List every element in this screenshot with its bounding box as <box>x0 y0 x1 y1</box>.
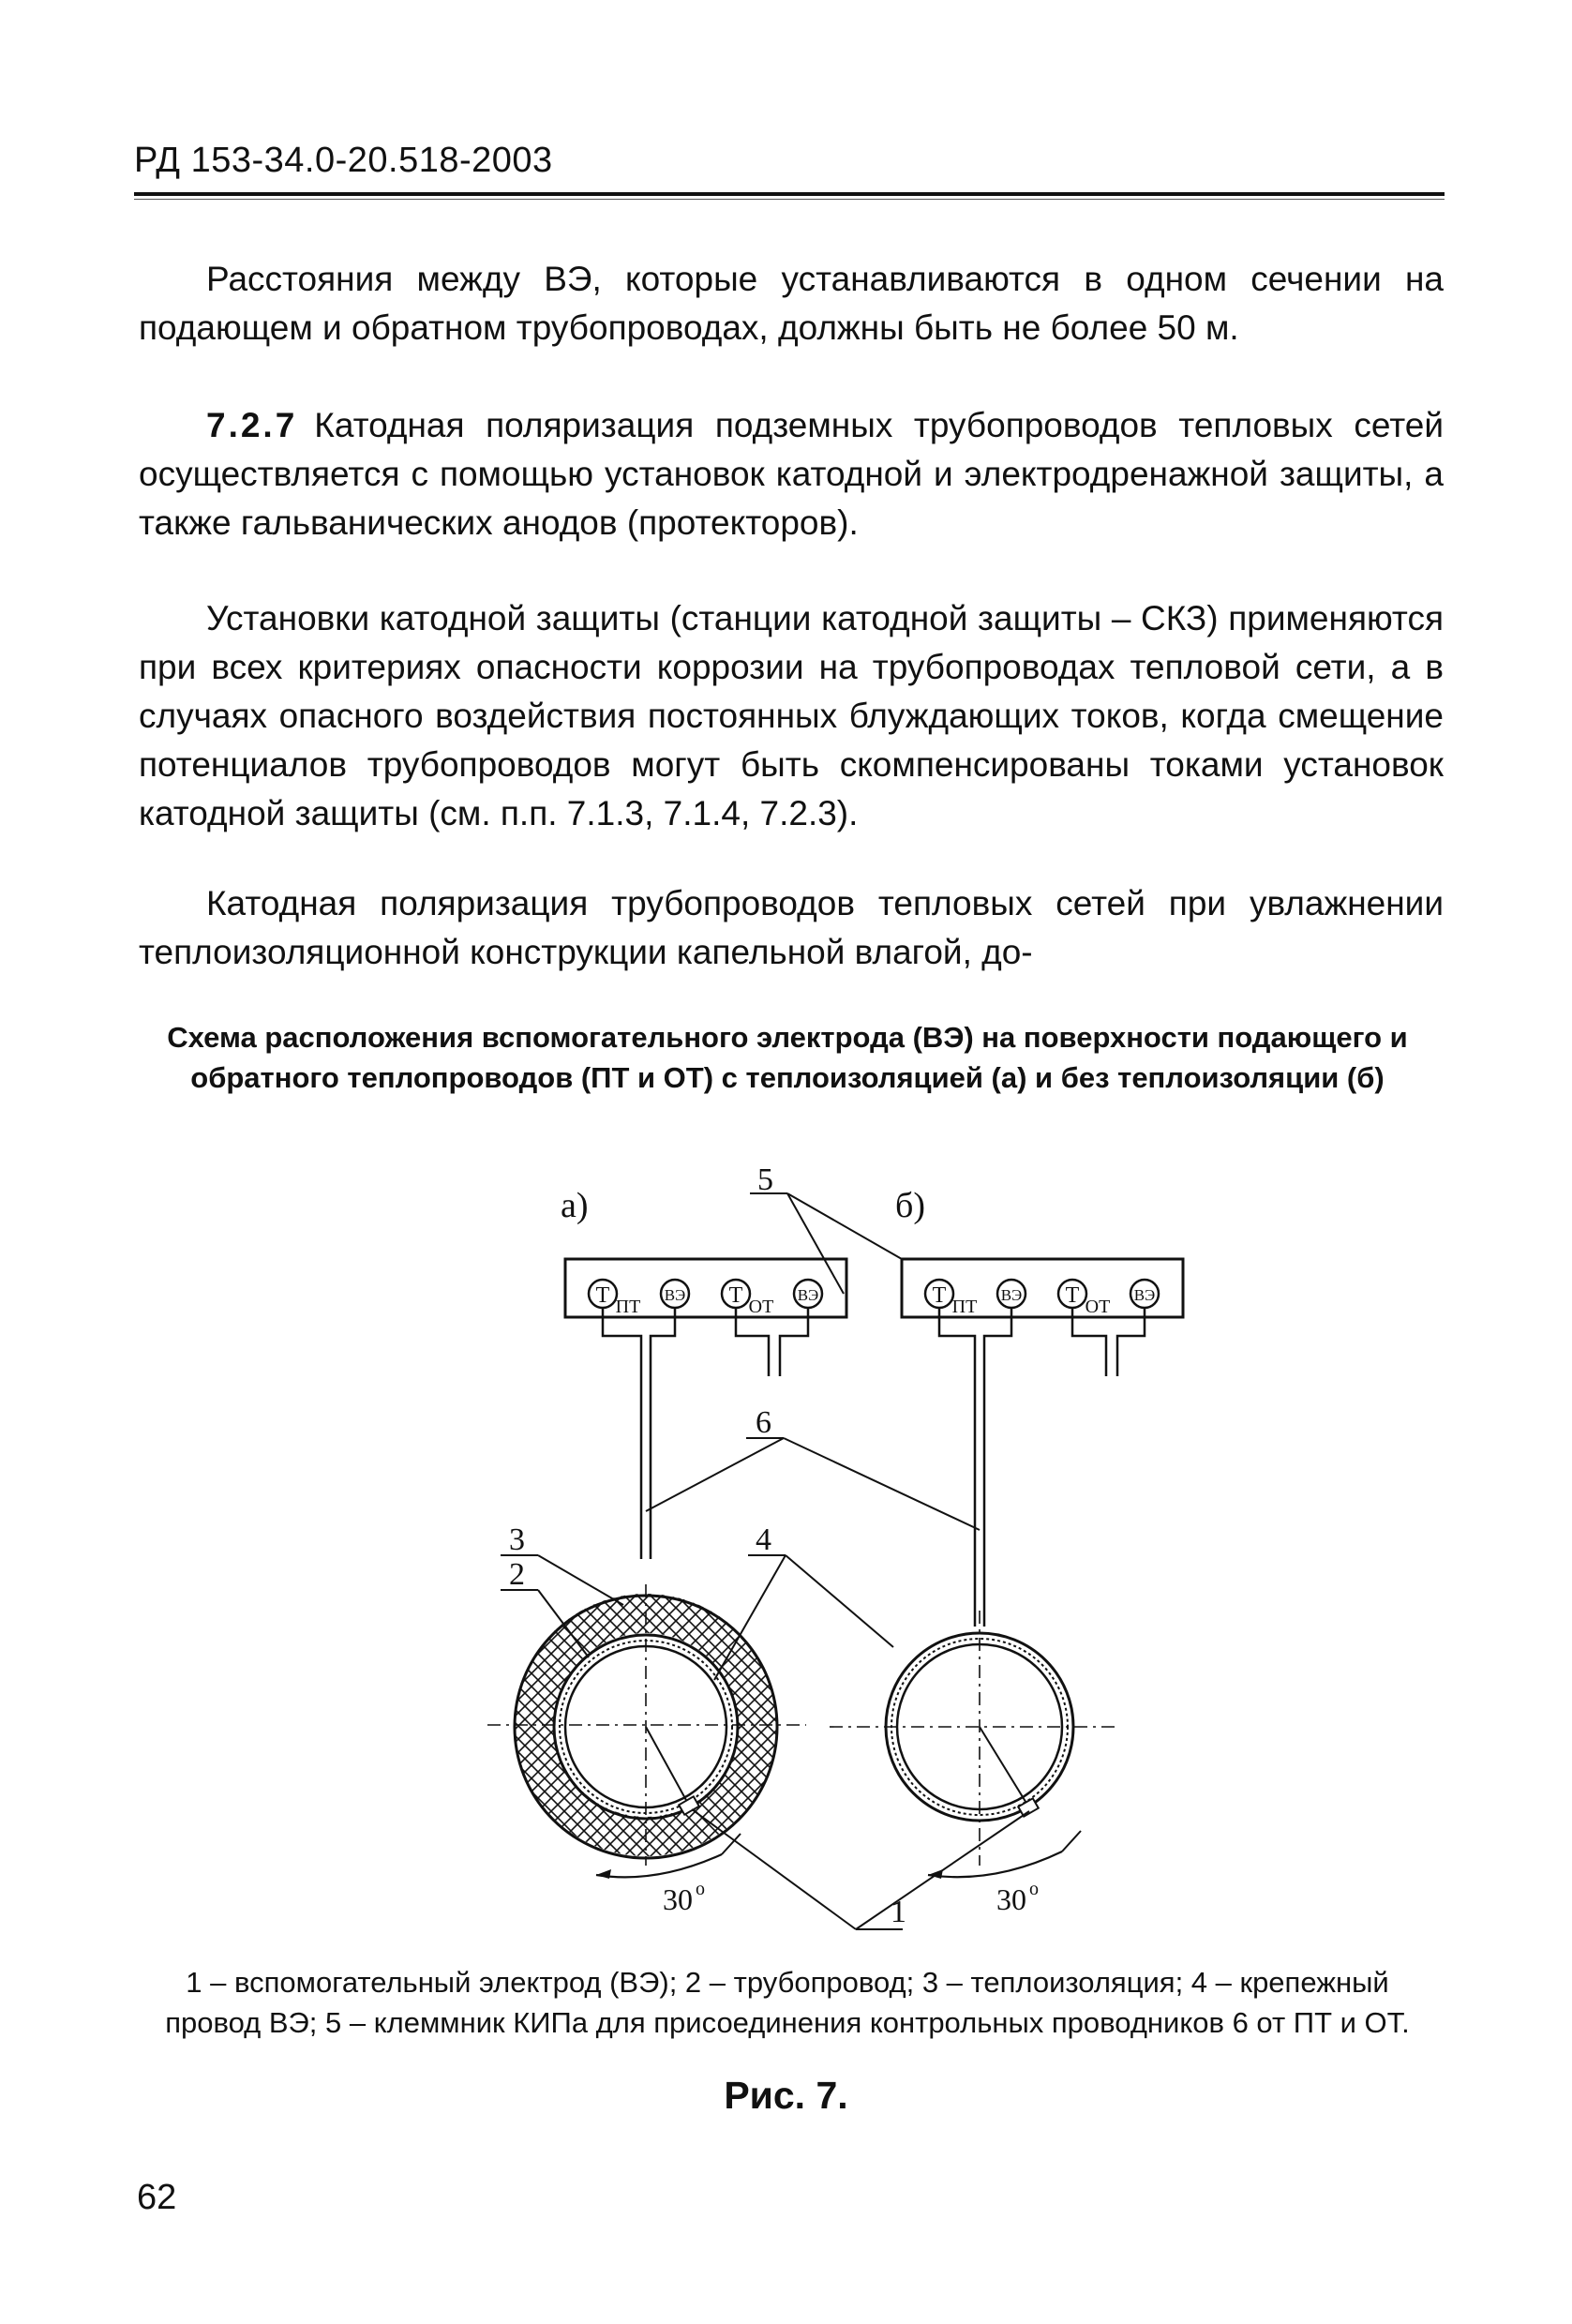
terminal-t-pt-a <box>589 1280 640 1317</box>
terminal-box-a <box>565 1259 846 1559</box>
paragraph-4-text: Катодная поляризация трубопроводов тепловых сетей при увлажнении теплоизоляционной конструкции капельной влагой, до- <box>139 884 1444 971</box>
page-number: 62 <box>137 2178 177 2217</box>
svg-text:ПТ: ПТ <box>615 1297 641 1317</box>
svg-text:6: 6 <box>756 1405 771 1440</box>
svg-text:Т: Т <box>728 1283 743 1308</box>
svg-text:1: 1 <box>891 1895 906 1929</box>
svg-text:ОТ: ОТ <box>1085 1297 1111 1317</box>
svg-text:Т: Т <box>932 1283 947 1308</box>
label-a: а) <box>561 1186 589 1225</box>
callout-6 <box>646 1405 980 1530</box>
terminal-t-ot-a <box>722 1280 773 1317</box>
figure-legend: 1 – вспомогательный электрод (ВЭ); 2 – трубопровод; 3 – теплоизоляция; 4 – крепежный провод ВЭ; 5 – клеммник КИПа для присоединения контрольных проводников 6 от ПТ и ОТ. <box>165 1966 1410 2039</box>
terminal-ve-pt-a <box>661 1280 689 1308</box>
label-b: б) <box>895 1186 925 1225</box>
svg-text:4: 4 <box>756 1522 771 1557</box>
terminal-ve-ot-b <box>1130 1280 1159 1308</box>
angle-b <box>928 1831 1081 1916</box>
paragraph-2-text: Катодная поляризация подземных трубопроводов тепловых сетей осуществляется с помощью установок катодной и электродренажной защиты, а также гальванических анодов (протекторов). <box>139 406 1444 542</box>
svg-text:Т: Т <box>595 1283 610 1308</box>
svg-text:30: 30 <box>663 1882 693 1916</box>
svg-text:ВЭ: ВЭ <box>1000 1286 1023 1304</box>
callout-1 <box>692 1809 1029 1929</box>
svg-text:ВЭ: ВЭ <box>664 1286 686 1304</box>
figure-title: Схема расположения вспомогательного электрода (ВЭ) на поверхности подающего и обратного теплопроводов (ПТ и ОТ) с теплоизоляцией (а) и без теплоизоляции (б) <box>167 1021 1408 1094</box>
svg-text:3: 3 <box>509 1522 525 1557</box>
svg-text:2: 2 <box>509 1557 525 1592</box>
terminal-box-b <box>902 1259 1183 1627</box>
document-code: РД 153-34.0-20.518-2003 <box>134 141 553 180</box>
svg-text:ВЭ: ВЭ <box>1133 1286 1156 1304</box>
svg-text:o: o <box>696 1879 705 1899</box>
svg-text:ВЭ: ВЭ <box>797 1286 819 1304</box>
terminal-ve-ot-a <box>794 1280 822 1308</box>
pipe-b <box>830 1611 1115 1866</box>
paragraph-3-text: Установки катодной защиты (станции катодной защиты – СКЗ) применяются при всех критериях опасности коррозии на трубопроводах тепловой сети, а в случаях опасного воздействия постоянных блуждающих токов, когда смещение потенциалов трубопроводов могут быть скомпенсированы токами установок катодной защиты (см. п.п. 7.1.3, 7.1.4, 7.2.3). <box>139 599 1444 832</box>
svg-text:o: o <box>1029 1879 1039 1899</box>
pipe-a <box>487 1584 806 1866</box>
terminal-t-ot-b <box>1058 1280 1110 1317</box>
figure-caption: Рис. 7. <box>724 2074 848 2117</box>
svg-text:ОТ: ОТ <box>748 1297 774 1317</box>
terminal-ve-pt-b <box>997 1280 1026 1308</box>
svg-text:ПТ: ПТ <box>951 1297 978 1317</box>
section-number: 7.2.7 <box>206 406 298 444</box>
terminal-t-pt-b <box>925 1280 977 1317</box>
paragraph-1-text: Расстояния между ВЭ, которые устанавливаются в одном сечении на подающем и обратном трубопроводах, должны быть не более 50 м. <box>139 260 1444 347</box>
svg-text:Т: Т <box>1065 1283 1080 1308</box>
callout-5 <box>750 1162 902 1294</box>
svg-text:30: 30 <box>996 1882 1026 1916</box>
svg-text:5: 5 <box>757 1162 773 1197</box>
